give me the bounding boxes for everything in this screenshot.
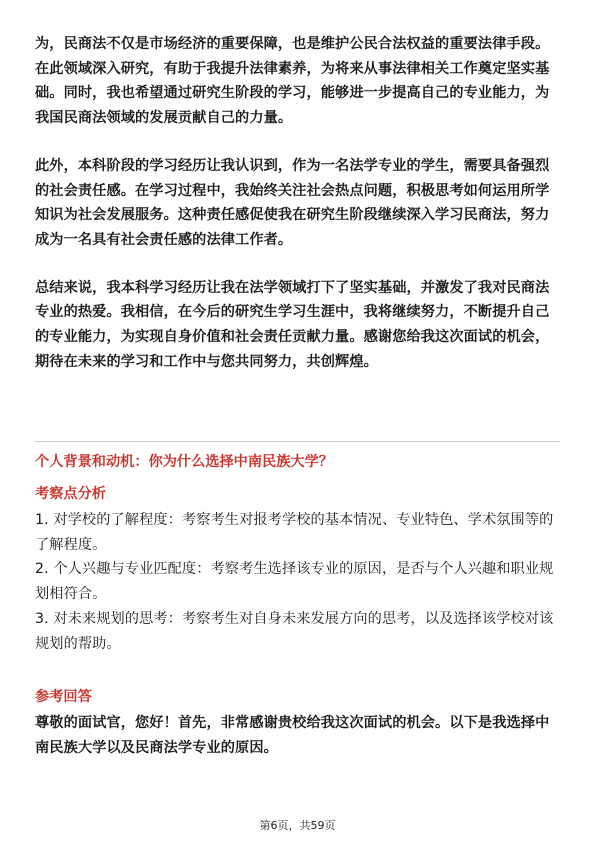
analysis-item-2: 2. 个人兴趣与专业匹配度：考察考生选择该专业的原因，是否与个人兴趣和职业规划相符合。: [35, 561, 554, 603]
paragraph-1: 为，民商法不仅是市场经济的重要保障，也是维护公民合法权益的重要法律手段。在此领域深入研究，有助于我提升法律素养，为将来从事法律相关工作奠定坚实基础。同时，我也希望通过研究生阶段的学习，能够进一步提高自己的专业能力，为我国民商法领域的发展贡献自己的力量。: [35, 36, 550, 127]
analysis-item-3: 3. 对未来规划的思考：考察考生对自身未来发展方向的思考，以及选择该学校对该规划的帮助。: [35, 610, 554, 652]
analysis-list: [35, 508, 560, 656]
paragraph-3: 总结来说，我本科学习经历让我在法学领域打下了坚实基础，并激发了我对民商法专业的热爱。我相信，在今后的研究生学习生涯中，我将继续努力，不断提升自己的专业能力，为实现自身价值和社会责任贡献力量。感谢您给我这次面试的机会，期待在未来的学习和工作中与您共同努力，共创辉煌。: [35, 279, 550, 370]
question-title: 个人背景和动机：你为什么选择中南民族大学？: [35, 454, 333, 470]
answer-text: 尊敬的面试官，您好！首先，非常感谢贵校给我这次面试的机会。以下是我选择中南民族大学以及民商法学专业的原因。: [35, 715, 550, 756]
analysis-item-1: 1. 对学校的了解程度：考察考生对报考学校的基本情况、专业特色、学术氛围等的了解程度。: [35, 512, 554, 553]
body-text: [35, 32, 560, 374]
page-number: 第6页，共59页: [259, 819, 336, 832]
analysis-heading: 考察点分析: [35, 486, 106, 502]
answer-heading: 参考回答: [35, 689, 92, 705]
answer-text-block: [35, 711, 560, 760]
section-divider: [35, 441, 560, 442]
paragraph-2: 此外，本科阶段的学习经历让我认识到，作为一名法学专业的学生，需要具备强烈的社会责任感。在学习过程中，我始终关注社会热点问题，积极思考如何运用所学知识为社会发展服务。这种责任感促使我在研究生阶段继续深入学习民商法，努力成为一名具有社会责任感的法律工作者。: [35, 157, 550, 248]
